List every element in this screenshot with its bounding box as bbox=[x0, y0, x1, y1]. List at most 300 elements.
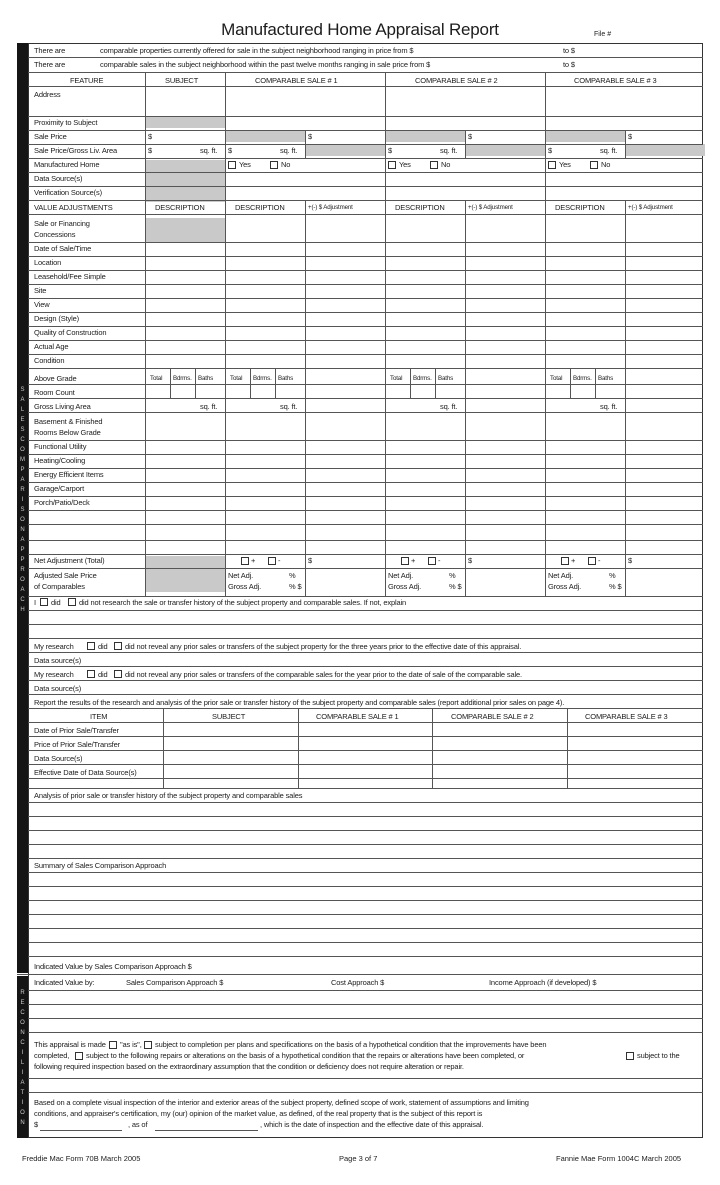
baths-label: Baths bbox=[438, 375, 454, 382]
price-gla-dollar: $ bbox=[148, 146, 153, 155]
subject-to-the-text: subject to the bbox=[637, 1051, 680, 1060]
row-label-net-adjustment: Net Adjustment (Total) bbox=[34, 556, 105, 565]
adjustment-header: +(-) $ Adjustment bbox=[468, 204, 513, 211]
shaded-cell bbox=[465, 144, 545, 156]
sale-price-dollar: $ bbox=[628, 132, 633, 141]
rule-line bbox=[28, 72, 703, 73]
shaded-cell bbox=[385, 130, 465, 142]
row-label-manufactured-home: Manufactured Home bbox=[34, 160, 100, 169]
rule-line bbox=[28, 554, 703, 555]
minus-option: - bbox=[438, 556, 441, 565]
rule-line bbox=[28, 454, 703, 455]
effective-date-text: , which is the date of inspection and the effective date of this appraisal. bbox=[260, 1120, 484, 1129]
column-line bbox=[465, 144, 466, 158]
description-header: DESCRIPTION bbox=[235, 203, 285, 212]
research-explain-text: did not research the sale or transfer history of the subject property and comparable sales. If not, explain bbox=[79, 598, 407, 607]
gla-sqft: sq. ft. bbox=[280, 402, 298, 411]
yes-option: Yes bbox=[559, 160, 571, 169]
sidebar-letter: A bbox=[20, 397, 25, 403]
adjustment-header: +(-) $ Adjustment bbox=[308, 204, 353, 211]
checkbox[interactable] bbox=[228, 161, 236, 169]
net-adj-dollar: $ bbox=[308, 556, 313, 565]
sidebar-letter: A bbox=[20, 587, 25, 593]
total-label: Total bbox=[550, 375, 563, 382]
rule-line bbox=[28, 708, 703, 709]
description-header: DESCRIPTION bbox=[155, 203, 205, 212]
gross-adj-pct: % $ bbox=[449, 582, 462, 591]
rule-line bbox=[28, 900, 703, 901]
column-line bbox=[275, 368, 276, 398]
description-header: DESCRIPTION bbox=[555, 203, 605, 212]
research-subject-text: did not reveal any prior sales or transfers of the subject property for the three years prior to the effective date of this appraisal. bbox=[125, 642, 522, 651]
sidebar-letter: S bbox=[20, 427, 25, 433]
row-label-site: Site bbox=[34, 286, 47, 295]
sidebar-letter: A bbox=[20, 537, 25, 543]
minus-option: - bbox=[278, 556, 281, 565]
checkbox[interactable] bbox=[428, 557, 436, 565]
rule-line bbox=[28, 496, 703, 497]
gross-adj-label: Gross Adj. bbox=[388, 582, 422, 591]
shaded-cell bbox=[305, 144, 385, 156]
my-research-did: did bbox=[98, 642, 108, 651]
sidebar-letter: I bbox=[21, 1050, 24, 1056]
gross-adj-pct: % $ bbox=[609, 582, 622, 591]
plus-option: + bbox=[571, 556, 576, 565]
checkbox[interactable] bbox=[548, 161, 556, 169]
sidebar-letter: C bbox=[20, 1010, 25, 1016]
rule-line bbox=[28, 914, 703, 915]
sidebar-letter: N bbox=[20, 527, 25, 533]
sidebar-letter: O bbox=[20, 447, 25, 453]
sidebar-letter: C bbox=[20, 597, 25, 603]
shaded-cell bbox=[145, 160, 225, 202]
sidebar-letter: E bbox=[20, 417, 25, 423]
completed-text: completed, bbox=[34, 1051, 70, 1060]
yes-option: Yes bbox=[399, 160, 411, 169]
bdrms-label: Bdrms. bbox=[253, 375, 272, 382]
intro-line1-to: to $ bbox=[563, 46, 575, 55]
rule-line bbox=[28, 722, 703, 723]
gla-sqft: sq. ft. bbox=[600, 402, 618, 411]
checkbox[interactable] bbox=[401, 557, 409, 565]
row-label-date-of-sale: Date of Sale/Time bbox=[34, 244, 92, 253]
sidebar-letter: O bbox=[20, 1110, 25, 1116]
price-gla-sqft: sq. ft. bbox=[200, 146, 218, 155]
recon-income-approach: Income Approach (if developed) $ bbox=[489, 978, 597, 987]
rule-line bbox=[17, 974, 703, 975]
rule-line bbox=[28, 844, 703, 845]
rule-line bbox=[28, 816, 703, 817]
checkbox[interactable] bbox=[40, 598, 48, 606]
column-line bbox=[385, 72, 386, 596]
bdrms-label: Bdrms. bbox=[413, 375, 432, 382]
shaded-cell bbox=[145, 218, 225, 242]
rule-line bbox=[28, 596, 703, 597]
bdrms-label: Bdrms. bbox=[573, 375, 592, 382]
subject-repairs-text: subject to the following repairs or alterations on the basis of a hypothetical condition that the repairs or alterations have been completed, or bbox=[86, 1051, 525, 1060]
rule-line bbox=[28, 830, 703, 831]
row-label-actual-age: Actual Age bbox=[34, 342, 69, 351]
rule-line bbox=[28, 256, 703, 257]
checkbox[interactable] bbox=[87, 670, 95, 678]
rule-line bbox=[28, 270, 703, 271]
row-label-financing2: Concessions bbox=[34, 230, 76, 239]
sidebar-letter: M bbox=[20, 457, 25, 463]
column-line bbox=[305, 200, 306, 596]
research-i: I bbox=[34, 598, 36, 607]
rule-line bbox=[40, 1130, 122, 1131]
minus-option: - bbox=[598, 556, 601, 565]
rule-line bbox=[28, 1092, 703, 1093]
checkbox[interactable] bbox=[68, 598, 76, 606]
row-label-financing1: Sale or Financing bbox=[34, 219, 90, 228]
rule-line bbox=[28, 1078, 703, 1079]
analysis-label: Analysis of prior sale or transfer history of the subject property and comparable sales bbox=[34, 791, 303, 800]
price-gla-sqft: sq. ft. bbox=[280, 146, 298, 155]
price-gla-dollar: $ bbox=[388, 146, 393, 155]
rule-line bbox=[28, 778, 703, 779]
market-value-dollar: $ bbox=[34, 1120, 39, 1129]
description-header: DESCRIPTION bbox=[395, 203, 445, 212]
checkbox[interactable] bbox=[270, 161, 278, 169]
baths-label: Baths bbox=[278, 375, 294, 382]
net-adj-label: Net Adj. bbox=[388, 571, 414, 580]
net-adj-pct: % bbox=[449, 571, 456, 580]
row-label-gla: Gross Living Area bbox=[34, 402, 91, 411]
sidebar-letter: P bbox=[20, 547, 25, 553]
rule-line bbox=[28, 57, 703, 58]
rule-line bbox=[28, 398, 703, 399]
gla-sqft: sq. ft. bbox=[200, 402, 218, 411]
column-line bbox=[305, 130, 306, 144]
row-label-porch: Porch/Patio/Deck bbox=[34, 498, 90, 507]
rule-line bbox=[28, 312, 703, 313]
rule-line bbox=[28, 412, 703, 413]
shaded-cell bbox=[225, 130, 305, 142]
checkbox[interactable] bbox=[590, 161, 598, 169]
rule-line bbox=[28, 736, 703, 737]
sidebar-letter: H bbox=[20, 607, 25, 613]
rule-line bbox=[28, 750, 703, 751]
adjustment-header: +(-) $ Adjustment bbox=[628, 204, 673, 211]
rule-line bbox=[28, 468, 703, 469]
row-label-price-gla: Sale Price/Gross Liv. Area bbox=[34, 146, 118, 155]
sidebar-letter: P bbox=[20, 557, 25, 563]
shaded-cell bbox=[625, 144, 705, 156]
row-label-condition: Condition bbox=[34, 356, 65, 365]
rule-line bbox=[28, 680, 703, 681]
rule-line bbox=[28, 368, 703, 369]
my-research-label: My research bbox=[34, 642, 74, 651]
rule-line bbox=[155, 1130, 258, 1131]
column-line bbox=[545, 72, 546, 596]
rule-line bbox=[28, 172, 703, 173]
sidebar-letter: N bbox=[20, 1030, 25, 1036]
column-line bbox=[298, 708, 299, 788]
sidebar-letter: N bbox=[20, 1120, 25, 1126]
checkbox[interactable] bbox=[430, 161, 438, 169]
indicated-sales-value: Indicated Value by Sales Comparison Approach $ bbox=[34, 962, 192, 971]
sidebar-letter: S bbox=[20, 387, 25, 393]
rule-line bbox=[28, 200, 703, 201]
appraisal-made-text: This appraisal is made bbox=[34, 1040, 106, 1049]
row-label-heating: Heating/Cooling bbox=[34, 456, 86, 465]
shaded-cell bbox=[145, 116, 225, 128]
comp1-header: COMPARABLE SALE # 1 bbox=[255, 76, 338, 85]
footer-freddie-mac: Freddie Mac Form 70B March 2005 bbox=[22, 1154, 141, 1163]
net-adj-label: Net Adj. bbox=[548, 571, 574, 580]
baths-label: Baths bbox=[598, 375, 614, 382]
sidebar-letter: P bbox=[20, 467, 25, 473]
history-comp1-header: COMPARABLE SALE # 1 bbox=[316, 712, 399, 721]
checkbox[interactable] bbox=[561, 557, 569, 565]
sale-price-dollar: $ bbox=[148, 132, 153, 141]
history-comp2-header: COMPARABLE SALE # 2 bbox=[451, 712, 534, 721]
gross-adj-label: Gross Adj. bbox=[228, 582, 262, 591]
checkbox[interactable] bbox=[75, 1052, 83, 1060]
column-line bbox=[570, 368, 571, 398]
comp3-header: COMPARABLE SALE # 3 bbox=[574, 76, 657, 85]
column-line bbox=[163, 708, 164, 788]
column-line bbox=[465, 130, 466, 144]
my-research-label-2: My research bbox=[34, 670, 74, 679]
total-label: Total bbox=[390, 375, 403, 382]
rule-line bbox=[28, 186, 703, 187]
footer-page-number: Page 3 of 7 bbox=[339, 1154, 378, 1163]
rule-line bbox=[28, 510, 703, 511]
sidebar-letter: R bbox=[20, 567, 25, 573]
rule-line bbox=[28, 214, 703, 215]
rule-line bbox=[28, 482, 703, 483]
rule-line bbox=[28, 942, 703, 943]
sidebar-letter: O bbox=[20, 517, 25, 523]
column-line bbox=[595, 368, 596, 398]
column-line bbox=[625, 200, 626, 596]
net-adj-pct: % bbox=[609, 571, 616, 580]
rule-line bbox=[28, 144, 703, 145]
rule-line bbox=[28, 764, 703, 765]
gla-sqft: sq. ft. bbox=[440, 402, 458, 411]
column-line bbox=[410, 368, 411, 398]
research-did: did bbox=[51, 598, 61, 607]
column-line bbox=[567, 708, 568, 788]
row-label-basement2: Rooms Below Grade bbox=[34, 428, 101, 437]
sidebar-letter: A bbox=[20, 1080, 25, 1086]
checkbox[interactable] bbox=[114, 670, 122, 678]
history-comp3-header: COMPARABLE SALE # 3 bbox=[585, 712, 668, 721]
recon-sales-approach: Sales Comparison Approach $ bbox=[126, 978, 224, 987]
sidebar-letter: C bbox=[20, 1040, 25, 1046]
rule-line bbox=[28, 858, 703, 859]
checkbox[interactable] bbox=[268, 557, 276, 565]
rule-line bbox=[28, 326, 703, 327]
no-option: No bbox=[281, 160, 291, 169]
sidebar-letter: C bbox=[20, 437, 25, 443]
column-line bbox=[145, 72, 146, 596]
bdrms-label: Bdrms. bbox=[173, 375, 192, 382]
intro-line2-text: comparable sales in the subject neighborhood within the past twelve months ranging in sale price from $ bbox=[100, 60, 431, 69]
row-label-adjusted1: Adjusted Sale Price bbox=[34, 571, 97, 580]
rule-line bbox=[28, 666, 703, 667]
row-label-energy: Energy Efficient Items bbox=[34, 470, 104, 479]
rule-line bbox=[28, 158, 703, 159]
sidebar-letter: R bbox=[20, 487, 25, 493]
my-research-did-2: did bbox=[98, 670, 108, 679]
rule-line bbox=[28, 638, 703, 639]
row-label-location: Location bbox=[34, 258, 62, 267]
rule-line bbox=[28, 1004, 703, 1005]
rule-line bbox=[28, 440, 703, 441]
net-adj-pct: % bbox=[289, 571, 296, 580]
intro-line2-label: There are bbox=[34, 60, 66, 69]
row-label-data-sources: Data Source(s) bbox=[34, 174, 83, 183]
row-label-above-grade: Above Grade bbox=[34, 374, 77, 383]
rule-line bbox=[28, 956, 703, 957]
reconciliation-vertical-label bbox=[17, 988, 28, 1128]
history-row-label: Date of Prior Sale/Transfer bbox=[34, 726, 119, 735]
recon-cost-approach: Cost Approach $ bbox=[331, 978, 385, 987]
no-option: No bbox=[441, 160, 451, 169]
sale-price-dollar: $ bbox=[308, 132, 313, 141]
checkbox[interactable] bbox=[588, 557, 596, 565]
rule-line bbox=[28, 610, 703, 611]
row-label-sale-price: Sale Price bbox=[34, 132, 67, 141]
based-on-line2: conditions, and appraiser's certification, my (our) opinion of the market value, as defined, of the real property that is the subject of this report is bbox=[34, 1109, 483, 1118]
shaded-cell bbox=[145, 556, 225, 592]
no-option: No bbox=[601, 160, 611, 169]
indicated-value-by-label: Indicated Value by: bbox=[34, 978, 95, 987]
based-on-line1: Based on a complete visual inspection of the interior and exterior areas of the subject property, defined scope of work, statement of assumptions and limiting bbox=[34, 1098, 529, 1107]
intro-line1-text: comparable properties currently offered for sale in the subject neighborhood ranging in price from $ bbox=[100, 46, 414, 55]
net-adj-label: Net Adj. bbox=[228, 571, 254, 580]
rule-line bbox=[28, 1018, 703, 1019]
research-data-sources-2: Data source(s) bbox=[34, 684, 82, 693]
as-is-option: "as is", bbox=[120, 1040, 142, 1049]
rule-line bbox=[28, 624, 703, 625]
price-gla-dollar: $ bbox=[548, 146, 553, 155]
rule-line bbox=[28, 928, 703, 929]
rule-line bbox=[28, 788, 703, 789]
baths-label: Baths bbox=[198, 375, 214, 382]
rule-line bbox=[28, 130, 703, 131]
value-adjustments-header: VALUE ADJUSTMENTS bbox=[34, 203, 113, 212]
column-line bbox=[225, 72, 226, 596]
sidebar-letter: S bbox=[20, 507, 25, 513]
net-adj-dollar: $ bbox=[628, 556, 633, 565]
rule-line bbox=[28, 872, 703, 873]
rule-line bbox=[28, 1032, 703, 1033]
rule-line bbox=[28, 340, 703, 341]
rule-line bbox=[28, 802, 703, 803]
rule-line bbox=[28, 694, 703, 695]
row-label-quality: Quality of Construction bbox=[34, 328, 107, 337]
column-line bbox=[435, 368, 436, 398]
research-data-sources-1: Data source(s) bbox=[34, 656, 82, 665]
row-label-address: Address bbox=[34, 90, 61, 99]
plus-option: + bbox=[251, 556, 256, 565]
sales-comparison-vertical-label bbox=[17, 385, 28, 615]
price-gla-dollar: $ bbox=[228, 146, 233, 155]
file-number-label: File # bbox=[594, 31, 612, 38]
subject-completion-text: subject to completion per plans and specifications on the basis of a hypothetical condition that the improvements have been bbox=[155, 1040, 547, 1049]
page-title: Manufactured Home Appraisal Report bbox=[221, 20, 499, 39]
sidebar-letter: O bbox=[20, 1020, 25, 1026]
price-gla-sqft: sq. ft. bbox=[600, 146, 618, 155]
sidebar-letter: E bbox=[20, 1000, 25, 1006]
footer-fannie-mae: Fannie Mae Form 1004C March 2005 bbox=[556, 1154, 682, 1163]
history-subject-header: SUBJECT bbox=[212, 712, 246, 721]
rule-line bbox=[28, 284, 703, 285]
row-label-view: View bbox=[34, 300, 50, 309]
column-line bbox=[625, 130, 626, 144]
gross-adj-pct: % $ bbox=[289, 582, 302, 591]
checkbox[interactable] bbox=[626, 1052, 634, 1060]
row-label-room-count: Room Count bbox=[34, 388, 75, 397]
rule-line bbox=[28, 568, 703, 569]
research-comps-text: did not reveal any prior sales or transfers of the comparable sales for the year prior to the date of sale of the comparable sale. bbox=[125, 670, 522, 679]
rule-line bbox=[28, 86, 703, 87]
comp2-header: COMPARABLE SALE # 2 bbox=[415, 76, 498, 85]
rule-line bbox=[28, 384, 703, 385]
feature-header: FEATURE bbox=[70, 76, 104, 85]
gross-adj-label: Gross Adj. bbox=[548, 582, 582, 591]
net-adj-dollar: $ bbox=[468, 556, 473, 565]
row-label-leasehold: Leasehold/Fee Simple bbox=[34, 272, 106, 281]
sidebar-letter: T bbox=[20, 1090, 25, 1096]
row-label-design: Design (Style) bbox=[34, 314, 79, 323]
rule-line bbox=[28, 354, 703, 355]
checkbox[interactable] bbox=[87, 642, 95, 650]
plus-option: + bbox=[411, 556, 416, 565]
as-of-label: , as of bbox=[128, 1120, 148, 1129]
checkbox[interactable] bbox=[114, 642, 122, 650]
sidebar-letter: A bbox=[20, 477, 25, 483]
report-results-text: Report the results of the research and analysis of the prior sale or transfer history of the subject property and comparable sales (report additional prior sales on page 4). bbox=[34, 698, 565, 707]
checkbox[interactable] bbox=[144, 1041, 152, 1049]
column-line bbox=[250, 368, 251, 398]
checkbox[interactable] bbox=[388, 161, 396, 169]
row-label-garage: Garage/Carport bbox=[34, 484, 85, 493]
rule-line bbox=[28, 540, 703, 541]
column-line bbox=[432, 708, 433, 788]
yes-option: Yes bbox=[239, 160, 251, 169]
sale-price-dollar: $ bbox=[468, 132, 473, 141]
rule-line bbox=[28, 652, 703, 653]
checkbox[interactable] bbox=[109, 1041, 117, 1049]
rule-line bbox=[28, 298, 703, 299]
sidebar-letter: I bbox=[21, 1070, 24, 1076]
intro-line1-label: There are bbox=[34, 46, 66, 55]
total-label: Total bbox=[230, 375, 243, 382]
row-label-basement1: Basement & Finished bbox=[34, 417, 103, 426]
history-row-label: Price of Prior Sale/Transfer bbox=[34, 740, 120, 749]
checkbox[interactable] bbox=[241, 557, 249, 565]
intro-line2-to: to $ bbox=[563, 60, 575, 69]
row-label-functional: Functional Utility bbox=[34, 442, 87, 451]
column-line bbox=[195, 368, 196, 398]
sidebar-letter: I bbox=[21, 1100, 24, 1106]
row-label-adjusted2: of Comparables bbox=[34, 582, 85, 591]
rule-line bbox=[28, 524, 703, 525]
sidebar-letter: O bbox=[20, 577, 25, 583]
total-label: Total bbox=[150, 375, 163, 382]
sidebar-letter: I bbox=[21, 497, 24, 503]
history-row-label: Effective Date of Data Source(s) bbox=[34, 768, 137, 777]
sidebar-letter: R bbox=[20, 990, 25, 996]
rule-line bbox=[28, 116, 703, 117]
rule-line bbox=[28, 242, 703, 243]
sidebar-letter: L bbox=[20, 407, 25, 413]
